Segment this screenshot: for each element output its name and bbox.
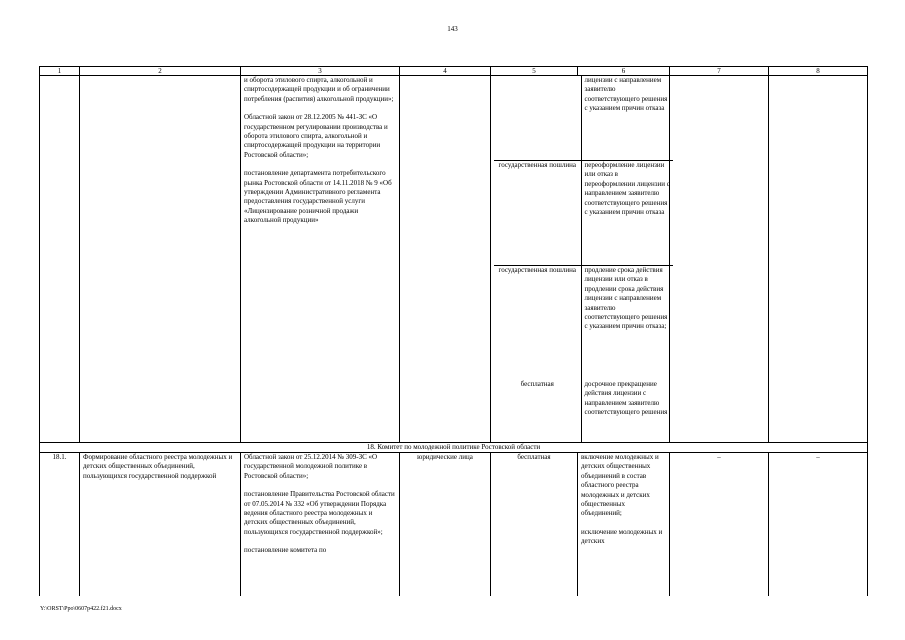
cont-col6-license-refusal: лицензии с направлением заявителю соответствующего решения с указанием причин отказа: [584, 76, 668, 113]
col7-value: –: [670, 453, 769, 597]
cont-col1: [40, 76, 80, 443]
cont-col8: [769, 76, 868, 443]
continued-row: [40, 76, 868, 443]
service-name: Формирование областного реестра молодежных и детских общественных объединений, пользующихся государственной поддержкой: [80, 453, 241, 597]
legal-basis-committee-resolution: постановление комитета по: [244, 546, 327, 555]
section-title: 18. Комитет по молодежной политике Ростовской области: [40, 443, 868, 453]
col-header-1: 1: [40, 67, 80, 76]
cont-col7: [670, 76, 769, 443]
payment-type: бесплатная: [491, 453, 578, 597]
col-header-2: 2: [80, 67, 241, 76]
legal-basis-government-resolution: постановление Правительства Ростовской области от 07.05.2014 № 332 «Об утверждении Порядка ведения областного реестра молодежных и детских общественных объединений, пользующихся государственной поддержкой»;: [244, 490, 395, 536]
service-result: [578, 453, 670, 597]
row-number: 18.1.: [40, 453, 80, 597]
result-inclusion: включение молодежных и детских общественных объединений в состав областного реестра молодежных и детских общественных объединений;: [581, 453, 659, 518]
col-header-7: 7: [670, 67, 769, 76]
cont-col3-law-part: и оборота этилового спирта, алкогольной и спиртосодержащей продукции и об ограничении потребления (распития) алкогольной продукции»;: [244, 76, 394, 103]
section-heading-row: [40, 443, 868, 453]
cont-col3-regional-law: Областной закон от 28.12.2005 № 441-ЗС «О государственном регулировании производства и оборота этилового спирта, алкогольной и спиртосодержащей продукции на территории Ростовской области»;: [244, 113, 388, 159]
column-number-row: [40, 67, 868, 76]
page-number: 143: [447, 25, 458, 33]
col-header-6: 6: [578, 67, 670, 76]
cont-col4: [400, 76, 491, 443]
legal-basis-regional-law: Областной закон от 25.12.2014 № 309-ЗС «О государственной молодежной политике в Ростовской области»;: [244, 453, 378, 480]
cont-col6-reissue: переоформление лицензии или отказ в переоформлении лицензии с направлением заявителю соответствующего решения с указанием причин отказа: [581, 161, 673, 266]
cont-col2: [80, 76, 241, 443]
cont-col5-6-block: [491, 76, 670, 443]
col8-value: –: [769, 453, 868, 597]
cont-col5-duty-2: государственная пошлина: [494, 266, 581, 381]
result-exclusion: исключение молодежных и детских: [581, 527, 663, 546]
cont-col6-termination: досрочное прекращение действия лицензии с направлением заявителю соответствующего решения: [584, 380, 668, 417]
cont-col6-extension: продление срока действия лицензии или отказ в продлении срока действия лицензии с направлением заявителю соответствующего решения с указанием причин отказа;: [581, 266, 673, 381]
registry-table: [39, 66, 868, 596]
cont-col5-duty-1: государственная пошлина: [494, 161, 581, 266]
table-row-18-1: [40, 453, 868, 597]
recipient: юридические лица: [400, 453, 491, 597]
footer-file-path: Y:\ORST\Ppo\0607p422.f21.docx: [40, 606, 122, 612]
legal-basis: [241, 453, 400, 597]
col-header-8: 8: [769, 67, 868, 76]
cont-col5-free: бесплатная: [494, 380, 581, 442]
col-header-5: 5: [491, 67, 578, 76]
col-header-4: 4: [400, 67, 491, 76]
col-header-3: 3: [241, 67, 400, 76]
cont-col3-resolution: постановление департамента потребительского рынка Ростовской области от 14.11.2018 № 9 «Об утверждении Административного регламента предоставления государственной услуги «Лицензирование розничной продажи алкогольной продукции»: [244, 169, 392, 225]
cont-col3: [241, 76, 400, 443]
